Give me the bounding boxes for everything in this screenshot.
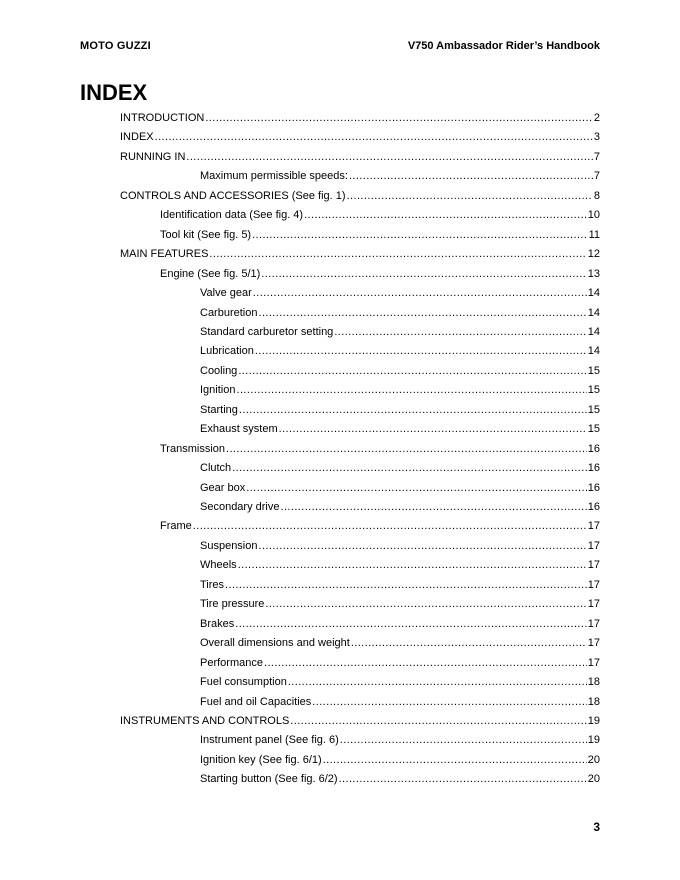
toc-entry-label: Identification data (See fig. 4) <box>160 209 304 222</box>
toc-entry[interactable] <box>200 673 600 693</box>
toc-entry-label: Fuel and oil Capacities <box>200 695 312 708</box>
toc-entry-label: Frame <box>160 520 192 533</box>
toc-entry[interactable] <box>200 751 600 771</box>
toc-entry-label: Overall dimensions and weight <box>200 637 350 650</box>
toc-entry-page: 13 <box>587 267 600 280</box>
toc-entry[interactable] <box>160 226 600 246</box>
toc-leader-dots <box>347 187 593 207</box>
toc-entry[interactable] <box>200 362 600 382</box>
toc-entry[interactable] <box>200 576 600 596</box>
toc-entry-label: Cooling <box>200 364 238 377</box>
toc-entry-page: 11 <box>588 228 600 241</box>
toc-entry-label: Gear box <box>200 481 246 494</box>
toc-entry-page: 8 <box>593 189 600 202</box>
toc-entry[interactable] <box>200 381 600 401</box>
toc-entry[interactable] <box>200 693 600 713</box>
toc-entry-page: 14 <box>587 306 600 319</box>
toc-entry-label: Ignition <box>200 384 236 397</box>
toc-entry-label: Engine (See fig. 5/1) <box>160 267 261 280</box>
toc-entry-label: INSTRUMENTS AND CONTROLS <box>120 714 290 727</box>
toc-entry-label: Transmission <box>160 442 225 455</box>
toc-entry-page: 17 <box>587 598 600 611</box>
toc-entry-label: Starting button (See fig. 6/2) <box>200 773 338 786</box>
toc-entry-label: Tires <box>200 578 225 591</box>
toc-entry-page: 19 <box>587 714 600 727</box>
toc-leader-dots <box>304 206 587 226</box>
toc-entry[interactable] <box>160 440 600 460</box>
toc-entry[interactable] <box>120 245 600 265</box>
toc-leader-dots <box>238 362 586 382</box>
toc-entry[interactable] <box>120 187 600 207</box>
toc-entry-page: 16 <box>587 462 600 475</box>
toc-entry-label: Ignition key (See fig. 6/1) <box>200 753 322 766</box>
toc-entry-label: MAIN FEATURES <box>120 248 209 261</box>
toc-leader-dots <box>246 479 587 499</box>
toc-entry[interactable] <box>120 712 600 732</box>
page-title: INDEX <box>80 80 148 105</box>
toc-entry-label: Fuel consumption <box>200 676 287 689</box>
toc-entry-label: Secondary drive <box>200 501 280 513</box>
toc-entry-page: 7 <box>593 170 600 183</box>
toc-entry-label: Carburetion <box>200 306 258 319</box>
toc-leader-dots <box>239 401 587 421</box>
toc-leader-dots <box>255 342 587 362</box>
toc-leader-dots <box>209 245 586 265</box>
toc-leader-dots <box>288 673 587 693</box>
toc-leader-dots <box>238 556 587 576</box>
toc-entry[interactable] <box>200 459 600 479</box>
toc-entry-label: Tool kit (See fig. 5) <box>160 228 252 241</box>
toc-entry-label: Exhaust system <box>200 423 278 436</box>
toc-entry-page: 10 <box>587 209 600 222</box>
toc-entry-page: 16 <box>587 501 600 513</box>
toc-entry[interactable] <box>200 323 600 343</box>
toc-entry-label: INTRODUCTION <box>120 112 205 124</box>
toc-entry-page: 7 <box>593 150 600 163</box>
toc-entry[interactable] <box>200 304 600 324</box>
toc-entry-label: INDEX <box>120 131 154 144</box>
toc-entry-page: 2 <box>593 112 600 124</box>
toc-entry-label: Valve gear <box>200 287 252 300</box>
toc-leader-dots <box>279 420 587 440</box>
running-header-title: V750 Ambassador Rider’s Handbook <box>407 40 600 52</box>
toc-entry[interactable] <box>200 654 600 674</box>
toc-entry-page: 15 <box>587 364 600 377</box>
toc-entry-label: Tire pressure <box>200 598 265 611</box>
toc-leader-dots <box>351 634 587 654</box>
toc-entry-label: Suspension <box>200 539 258 552</box>
running-header-brand: MOTO GUZZI <box>80 40 151 52</box>
toc-entry-label: RUNNING IN <box>120 150 186 163</box>
toc-entry-page: 14 <box>587 325 600 338</box>
toc-leader-dots <box>205 109 593 129</box>
toc-entry[interactable] <box>120 109 600 129</box>
toc-entry[interactable] <box>200 537 600 557</box>
toc-entry[interactable] <box>200 284 600 304</box>
toc-leader-dots <box>259 537 587 557</box>
toc-entry-page: 20 <box>587 753 600 766</box>
toc-entry[interactable] <box>200 556 600 576</box>
toc-entry-page: 17 <box>587 539 600 552</box>
toc-entry-page: 12 <box>587 248 600 261</box>
toc-entry-page: 17 <box>587 520 600 533</box>
toc-entry-page: 17 <box>587 656 600 669</box>
toc-entry[interactable] <box>120 128 600 148</box>
toc-entry-label: Instrument panel (See fig. 6) <box>200 734 339 747</box>
toc-leader-dots <box>235 615 587 635</box>
toc-entry-page: 17 <box>587 617 600 630</box>
toc-entry-page: 18 <box>587 676 600 689</box>
toc-leader-dots <box>340 731 587 751</box>
toc-entry-label: Starting <box>200 403 238 416</box>
toc-entry-page: 16 <box>587 481 600 494</box>
toc-leader-dots <box>232 459 587 479</box>
toc-leader-dots <box>226 440 587 460</box>
toc-entry-page: 14 <box>587 287 600 300</box>
toc-leader-dots <box>236 381 586 401</box>
toc-entry-label: Brakes <box>200 617 235 630</box>
toc-leader-dots <box>281 498 587 518</box>
toc-entry-page: 15 <box>587 403 600 416</box>
page-number: 3 <box>593 820 600 834</box>
toc-entry[interactable] <box>200 401 600 421</box>
toc-entry-label: Clutch <box>200 462 232 475</box>
toc-leader-dots <box>349 167 593 187</box>
toc-leader-dots <box>290 712 586 732</box>
toc-entry-page: 20 <box>587 773 600 786</box>
toc-entry[interactable] <box>200 770 600 790</box>
toc-entry-page: 14 <box>587 345 600 358</box>
toc-leader-dots <box>264 654 587 674</box>
toc-leader-dots <box>193 517 587 537</box>
toc-entry[interactable] <box>200 731 600 751</box>
toc-leader-dots <box>265 595 586 615</box>
toc-entry[interactable] <box>200 420 600 440</box>
toc-entry[interactable] <box>120 148 600 168</box>
toc-entry-label: Lubrication <box>200 345 254 358</box>
toc-entry-page: 17 <box>587 637 600 650</box>
toc-entry-page: 17 <box>587 559 600 572</box>
toc-leader-dots <box>253 284 587 304</box>
toc-leader-dots <box>323 751 587 771</box>
toc-entry-label: Performance <box>200 656 263 669</box>
toc-entry[interactable] <box>200 342 600 362</box>
toc-entry[interactable] <box>200 634 600 654</box>
toc-entry[interactable] <box>200 615 600 635</box>
toc-entry-page: 3 <box>593 131 600 144</box>
toc-leader-dots <box>258 304 586 324</box>
toc-entry-page: 17 <box>587 578 600 591</box>
toc-leader-dots <box>334 323 586 343</box>
toc-entry[interactable] <box>160 265 600 285</box>
toc-leader-dots <box>312 693 586 713</box>
toc-entry[interactable] <box>160 206 600 226</box>
toc-entry[interactable] <box>200 479 600 499</box>
toc-entry-label: Standard carburetor setting <box>200 325 334 338</box>
toc-leader-dots <box>186 148 592 168</box>
toc-entry-page: 19 <box>587 734 600 747</box>
toc-leader-dots <box>225 576 587 596</box>
toc-entry-page: 18 <box>587 695 600 708</box>
toc-entry-label: Wheels <box>200 559 237 572</box>
toc-leader-dots <box>339 770 587 790</box>
toc-entry-label: CONTROLS AND ACCESSORIES (See fig. 1) <box>120 189 346 202</box>
toc-leader-dots <box>155 128 593 148</box>
toc-entry[interactable] <box>200 167 600 187</box>
toc-entry-label: Maximum permissible speeds: <box>200 170 348 183</box>
toc-entry-page: 15 <box>587 423 600 436</box>
toc-entry-page: 15 <box>587 384 600 397</box>
toc-entry[interactable] <box>160 517 600 537</box>
toc-leader-dots <box>261 265 586 285</box>
toc-entry[interactable] <box>200 498 600 518</box>
toc-entry-page: 16 <box>587 442 600 455</box>
toc-entry[interactable] <box>200 595 600 615</box>
toc-leader-dots <box>252 226 587 246</box>
